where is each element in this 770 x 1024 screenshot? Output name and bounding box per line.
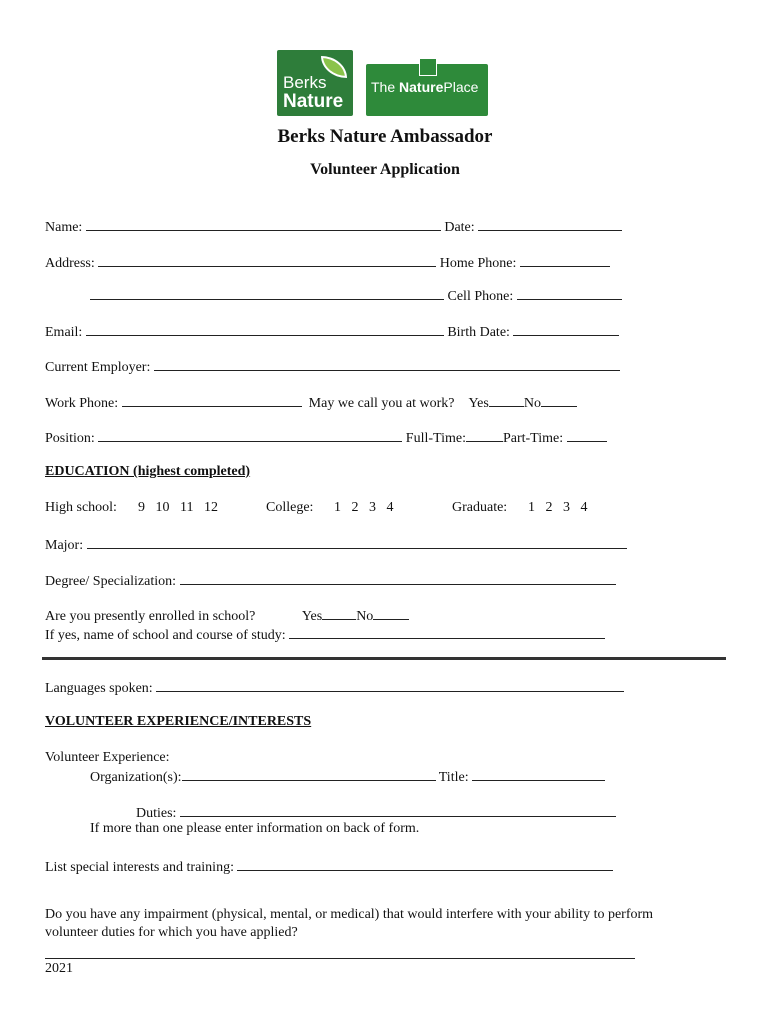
call-no-label: No (523, 396, 541, 411)
address2-row (90, 286, 622, 305)
college-options[interactable]: 1 2 3 4 (334, 500, 394, 515)
title-label: Title: (438, 770, 469, 785)
work-phone-field[interactable] (122, 393, 302, 407)
logo-nature: Nature (399, 79, 444, 95)
date-field[interactable] (478, 217, 622, 231)
school-course-label: If yes, name of school and course of study: (45, 628, 286, 643)
title-field[interactable] (472, 767, 605, 781)
home-phone-field[interactable] (520, 253, 610, 267)
graduate-label: Graduate: (452, 500, 508, 515)
logo-text-berks: Berks (283, 73, 327, 92)
school-course-row (45, 625, 605, 644)
cell-phone-label: Cell Phone: (447, 289, 514, 304)
page-subtitle: Volunteer Application (310, 161, 460, 178)
address-label: Address: (45, 256, 95, 271)
full-time-field[interactable] (466, 428, 503, 442)
college-label: College: (266, 500, 314, 515)
email-field[interactable] (86, 322, 444, 336)
high-school-options[interactable]: 9 10 11 12 (138, 500, 218, 515)
duties-field[interactable] (180, 803, 616, 817)
page-title: Berks Nature Ambassador (277, 126, 493, 147)
nature-place-logo (366, 64, 488, 116)
section-divider (42, 657, 726, 660)
interests-label: List special interests and training: (45, 860, 234, 875)
high-school-label: High school: (45, 500, 117, 515)
badge-icon (419, 58, 437, 76)
multiple-note: If more than one please enter information on back of form. (90, 821, 420, 836)
call-no-field[interactable] (541, 393, 577, 407)
volunteer-experience-label: Volunteer Experience: (45, 750, 170, 765)
enrolled-yes-label: Yes (301, 609, 323, 624)
enrolled-yes-field[interactable] (322, 606, 356, 620)
organizations-field[interactable] (182, 767, 436, 781)
birth-date-field[interactable] (513, 322, 619, 336)
position-field[interactable] (98, 428, 402, 442)
impairment-question-1: Do you have any impairment (physical, mental, or medical) that would interfere with your ability to perform (45, 907, 654, 922)
enrolled-no-label: No (356, 609, 374, 624)
full-time-label: Full-Time: (405, 431, 466, 446)
employer-field[interactable] (154, 357, 620, 371)
home-phone-label: Home Phone: (439, 256, 517, 271)
languages-label: Languages spoken: (45, 681, 153, 696)
date-label: Date: (444, 220, 475, 235)
duties-row (136, 803, 616, 822)
position-row (45, 428, 607, 447)
degree-row (45, 571, 616, 590)
logo-place: Place (443, 79, 479, 95)
address-row (45, 253, 610, 272)
cell-phone-field[interactable] (517, 286, 622, 300)
impairment-field[interactable] (45, 945, 635, 959)
major-field[interactable] (87, 535, 627, 549)
call-yes-label: Yes (468, 396, 489, 411)
languages-row (45, 678, 624, 697)
education-heading: EDUCATION (highest completed) (45, 464, 251, 479)
impairment-answer-row (45, 945, 635, 964)
position-label: Position: (45, 431, 95, 446)
duties-label: Duties: (136, 806, 177, 821)
call-yes-field[interactable] (489, 393, 524, 407)
interests-row (45, 857, 613, 876)
school-course-field[interactable] (289, 625, 605, 639)
employer-label: Current Employer: (45, 360, 151, 375)
major-row (45, 535, 627, 554)
enrolled-no-field[interactable] (373, 606, 409, 620)
enrolled-label: Are you presently enrolled in school? (45, 609, 256, 624)
volunteer-heading: VOLUNTEER EXPERIENCE/INTERESTS (45, 714, 312, 729)
part-time-label: Part-Time: (502, 431, 564, 446)
major-label: Major: (45, 538, 84, 553)
impairment-question-2: volunteer duties for which you have applied? (45, 925, 298, 940)
email-label: Email: (45, 325, 83, 340)
name-row (45, 217, 622, 236)
languages-field[interactable] (156, 678, 624, 692)
degree-label: Degree/ Specialization: (45, 574, 176, 589)
degree-field[interactable] (180, 571, 616, 585)
nature-place-text (371, 79, 478, 95)
call-at-work-label: May we call you at work? (308, 396, 455, 411)
organization-row (90, 767, 605, 786)
name-label: Name: (45, 220, 83, 235)
birth-date-label: Birth Date: (447, 325, 510, 340)
employer-row (45, 357, 620, 376)
enrolled-row (45, 606, 409, 625)
organizations-label: Organization(s): (90, 770, 182, 785)
logo-the: The (371, 79, 396, 95)
logo-text-nature: Nature (283, 91, 344, 112)
work-phone-label: Work Phone: (45, 396, 119, 411)
berks-nature-logo (277, 50, 353, 116)
address-line2-field[interactable] (90, 286, 444, 300)
name-field[interactable] (86, 217, 441, 231)
form-year: 2021 (45, 961, 73, 976)
work-phone-row (45, 393, 577, 412)
email-row (45, 322, 619, 341)
graduate-options[interactable]: 1 2 3 4 (528, 500, 588, 515)
part-time-field[interactable] (567, 428, 607, 442)
address-field[interactable] (98, 253, 436, 267)
interests-field[interactable] (237, 857, 613, 871)
